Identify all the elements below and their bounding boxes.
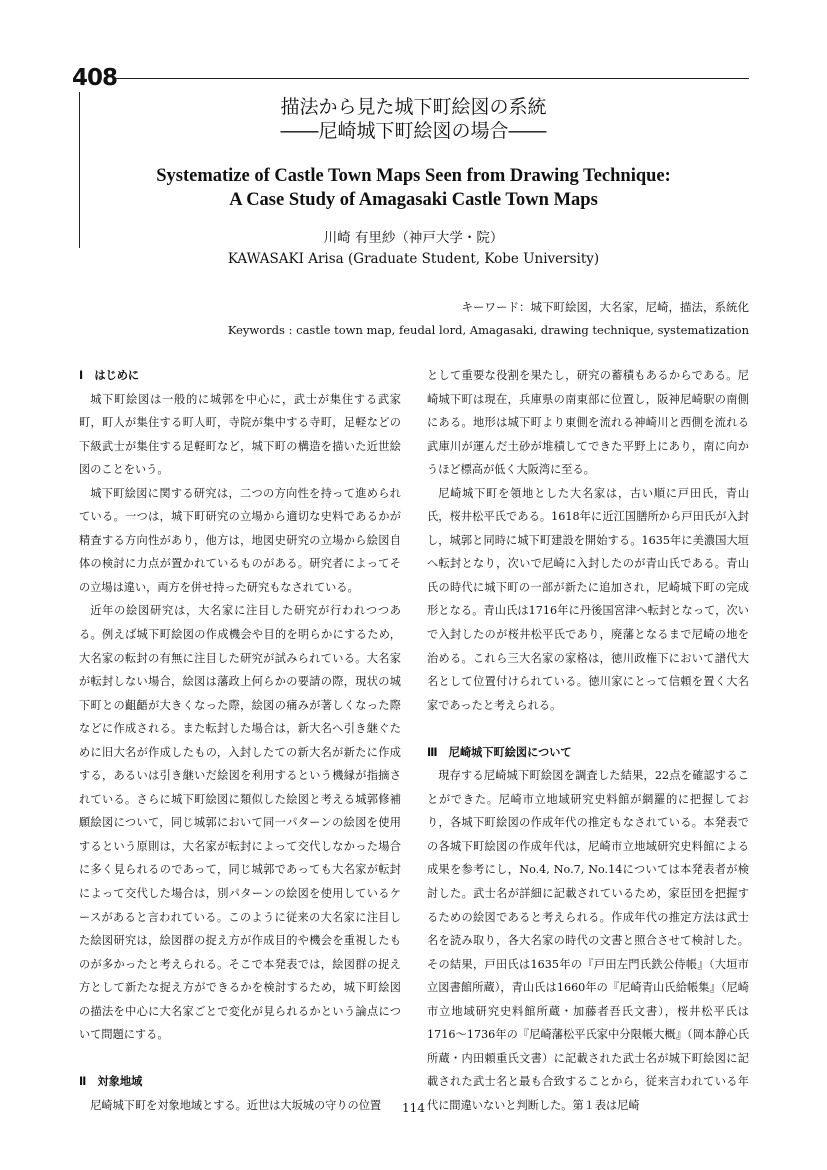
english-title-line-1: Systematize of Castle Town Maps Seen from Drawing Technique:: [156, 166, 671, 186]
english-title-line-2: A Case Study of Amagasaki Castle Town Maps: [229, 190, 598, 210]
left-column: [79, 364, 401, 1118]
section-heading-castle-town-maps: Ⅲ 尼崎城下町絵図について: [427, 745, 572, 759]
header-rule: [116, 78, 749, 79]
section-heading-study-area: Ⅱ 対象地域: [79, 1075, 143, 1089]
paragraph: 城下町絵図は一般的に城郭を中心に，武士が集住する武家町，町人が集住する町人町，寺院が集中する寺町，足軽などの下級武士が集住する足軽町など，城下町の構造を描いた近世絵図のことをいう。: [79, 392, 401, 477]
keywords-english: Keywords : castle town map, feudal lord, Amagasaki, drawing technique, systematization: [227, 323, 749, 337]
section-heading-introduction: Ⅰ はじめに: [79, 369, 140, 382]
keywords-japanese: キーワード：城下町絵図，大名家，尼崎，描法，系統化: [461, 300, 749, 314]
page-number: 114: [402, 1101, 425, 1115]
title-side-rule: [79, 92, 80, 248]
paragraph: 尼崎城下町を対象地域とする。近世は大坂城の守りの位置: [90, 1098, 382, 1112]
author-english: KAWASAKI Arisa (Graduate Student, Kobe University): [227, 251, 600, 267]
japanese-title-line-1: 描法から見た城下町絵図の系統: [280, 96, 547, 118]
author-japanese: 川崎 有里紗（神戸大学・院）: [323, 230, 504, 246]
paragraph: 近年の絵図研究は，大名家に注目した研究が行われつつある。例えば城下町絵図の作成機会や目的を明らかにするため，大名家の転封の有無に注目した研究が試みられている。大名家が転封しない場合，絵図は藩政上何らかの要請の際，現状の城下町との齟齬が大きくなった際，絵図の痛みが著しくなった際などに作成される。また転封した場合は，新大名へ引き継ぐために旧大名が作成したもの，入封したての新大名が新たに作成する，あるいは引き継いだ絵図を利用するという機縁が指摘されている。さらに城下町絵図に類似した絵図と考える城郭修補願絵図について，同じ城郭において同一パターンの絵図を使用するという原則は，大名家が転封によって交代しなかった場合に多く見られるのであって，同じ城郭であっても大名家が転封によって交代した場合は，別パターンの絵図を使用しているケースがあると言われている。このように従来の大名家に注目した絵図研究は，絵図群の捉え方が作成目的や機会を重視したものが多かったと考えられる。そこで本発表では，絵図群の捉え方として新たな捉え方ができるかを検討するため，城下町絵図の描法を中心に大名家ごとで変化が見られるかという論点について問題にする。: [79, 604, 401, 1042]
paragraph: 現存する尼崎城下町絵図を調査した結果，22点を確認することができた。尼崎市立地域研究史料館が網羅的に把握しており，各城下町絵図の作成年代の推定もなされている。本発表での各城下町絵図の作成年代は，尼崎市立地域研究史料館による成果を参考にし，No.4, No.7, No.14については本発表者が検討した。武士名が詳細に記載されているため，家臣団を把握するための絵図であると考えられる。作成年代の推定方法は武士名を読み取り，各大名家の時代の文書と照合させて検討した。その結果，戸田氏は1635年の『戸田左門氏鉄公侍帳』（大垣市立図書館所蔵），青山氏は1660年の『尼崎青山氏給帳集』（尼崎市立地域研究史料館所蔵・加藤者吾氏文書），桜井松平氏は1716～1736年の『尼崎藩松平氏家中分限帳大概』（岡本静心氏所蔵・内田頼重氏文書）に記載された武士名が城下町絵図に記載された武士名と最も合致することから，従来言われている年代に間違いないと判断した。第１表は尼崎: [427, 769, 749, 1112]
paper-number: 408: [72, 65, 118, 91]
paragraph: として重要な役割を果たし，研究の蓄積もあるからである。尼崎城下町は現在，兵庫県の南東部に位置し，阪神尼崎駅の南側にある。地形は城下町より東側を流れる神崎川と西側を流れる武庫川が運んだ土砂が堆積してできた平野上にあり，南に向かうほど標高が低く大阪湾に至る。: [427, 369, 749, 477]
paragraph: 尼崎城下町を領地とした大名家は，古い順に戸田氏，青山氏，桜井松平氏である。1618年に近江国膳所から戸田氏が入封し，城郭と同時に城下町建設を開始する。1635年に美濃国大垣へ転封となり，次いで尼崎に入封したのが青山氏である。青山氏の時代に城下町の一部が新たに追加され，尼崎城下町の完成形となる。青山氏は1716年に丹後国宮津へ転封となって，次いで入封したのが桜井松平氏であり，廃藩となるまで尼崎の地を治める。これら三大名家の家格は，徳川政権下において譜代大名として位置付けられている。徳川家にとって信頼を置く大名家であったと考えられる。: [427, 486, 749, 712]
right-column: [427, 364, 749, 1118]
japanese-title-line-2: ――尼崎城下町絵図の場合――: [280, 120, 547, 142]
paragraph: 城下町絵図に関する研究は，二つの方向性を持って進められている。一つは，城下町研究の立場から適切な史料であるかが精査する方向性があり，他方は，地図史研究の立場から絵図自体の検討に力点が置かれているものがある。研究者によってその立場は違い，両方を併せ持った研究もなされている。: [79, 486, 401, 594]
